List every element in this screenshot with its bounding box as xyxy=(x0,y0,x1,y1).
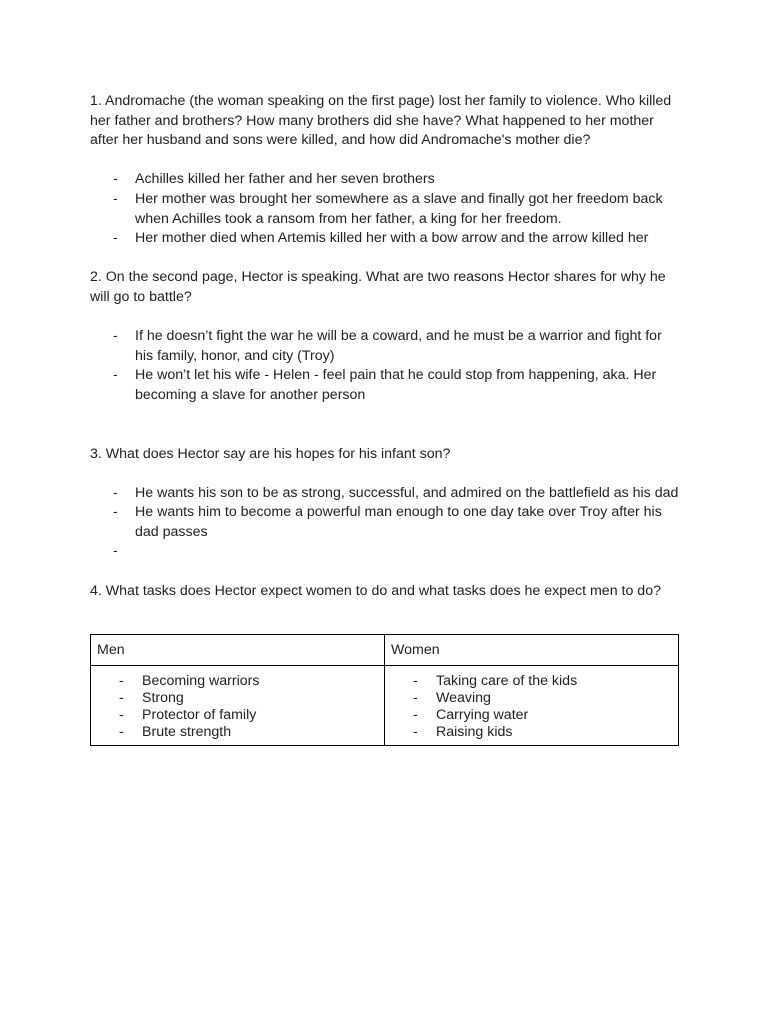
question-2: 2. On the second page, Hector is speaking. What are two reasons Hector shares for why he will go to battle? xyxy=(90,269,666,305)
list-item xyxy=(97,707,378,724)
list-item xyxy=(97,724,378,741)
answer-list-2 xyxy=(90,327,680,405)
bullet-dash: - xyxy=(413,690,418,707)
bullet-dash: - xyxy=(113,504,118,521)
men-cell xyxy=(91,666,385,746)
bullet-dash: - xyxy=(113,230,118,247)
bullet-dash: - xyxy=(119,707,124,724)
bullet-dash: - xyxy=(113,367,118,384)
column-header-men: Men xyxy=(91,635,385,666)
answer-text: He won’t let his wife - Helen - feel pain that he could stop from happening, aka. Her becoming a slave for another person xyxy=(135,367,657,403)
list-item xyxy=(90,190,680,229)
bullet-dash: - xyxy=(413,724,418,741)
task-text: Strong xyxy=(142,690,184,707)
column-header-women: Women xyxy=(385,635,679,666)
bullet-dash: - xyxy=(113,543,118,560)
bullet-dash: - xyxy=(113,190,118,207)
answer-text: If he doesn’t fight the war he will be a coward, and he must be a warrior and fight for his family, honor, and city (Troy) xyxy=(135,328,662,364)
list-item xyxy=(97,690,378,707)
list-item xyxy=(90,542,680,562)
bullet-dash: - xyxy=(113,328,118,345)
question-4: 4. What tasks does Hector expect women to do and what tasks does he expect men to do? xyxy=(90,582,661,599)
bullet-dash: - xyxy=(113,484,118,501)
list-item xyxy=(90,484,680,504)
answer-list-1 xyxy=(90,170,680,248)
list-item xyxy=(90,503,680,542)
bullet-dash: - xyxy=(119,724,124,741)
answer-text: He wants him to become a powerful man enough to one day take over Troy after his dad passes xyxy=(135,504,662,540)
table-header-row xyxy=(91,635,679,666)
answer-text: Her mother died when Artemis killed her with a bow arrow and the arrow killed her xyxy=(135,230,649,247)
answer-text: Achilles killed her father and her seven brothers xyxy=(135,171,435,188)
tasks-table xyxy=(90,634,679,746)
men-task-list xyxy=(97,673,378,741)
task-text: Protector of family xyxy=(142,707,257,724)
answer-text: He wants his son to be as strong, successful, and admired on the battlefield as his dad xyxy=(135,484,679,501)
task-text: Raising kids xyxy=(436,724,513,741)
task-text: Becoming warriors xyxy=(142,673,260,690)
bullet-dash: - xyxy=(113,171,118,188)
question-3: 3. What does Hector say are his hopes for his infant son? xyxy=(90,445,451,462)
bullet-dash: - xyxy=(413,707,418,724)
list-item xyxy=(90,327,680,366)
list-item xyxy=(391,707,672,724)
answer-text: Her mother was brought her somewhere as a slave and finally got her freedom back when Achilles took a ransom from her father, a king for her freedom. xyxy=(135,190,663,227)
bullet-dash: - xyxy=(119,690,124,707)
women-cell xyxy=(385,666,679,746)
list-item xyxy=(391,724,672,741)
table-row xyxy=(91,666,679,746)
answer-list-3 xyxy=(90,484,680,562)
list-item xyxy=(391,673,672,690)
task-text: Taking care of the kids xyxy=(436,673,578,690)
bullet-dash: - xyxy=(119,673,124,690)
list-item xyxy=(90,229,680,249)
task-text: Weaving xyxy=(436,690,491,707)
list-item xyxy=(391,690,672,707)
list-item xyxy=(97,673,378,690)
list-item xyxy=(90,170,680,190)
document-page xyxy=(90,92,680,746)
women-task-list xyxy=(391,673,672,741)
list-item xyxy=(90,366,680,405)
bullet-dash: - xyxy=(413,673,418,690)
question-1: 1. Andromache (the woman speaking on the first page) lost her family to violence. Who killed her father and brothers? How many brothers did she have? What happened to her mother after her husband and sons were killed, and how did Andromache's mother die? xyxy=(90,93,672,149)
task-text: Carrying water xyxy=(436,707,529,724)
task-text: Brute strength xyxy=(142,724,232,741)
